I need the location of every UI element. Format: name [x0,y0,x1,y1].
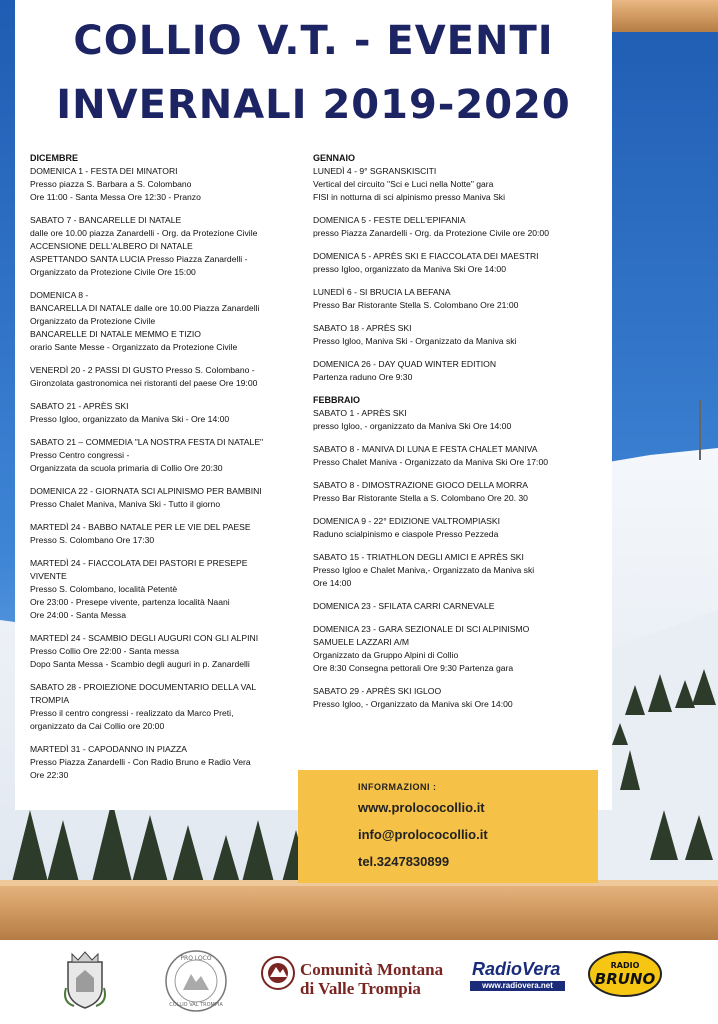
event-block [313,165,613,204]
comunita-line2: di Valle Trompia [300,979,421,998]
comunita-line1: Comunità Montana [300,960,444,979]
event-title: DOMENICA 5 - FESTE DELL'EPIFANIA [313,215,466,225]
event-block [30,632,330,671]
event-detail: ACCENSIONE DELL'ALBERO DI NATALE [30,241,193,251]
event-title: SABATO 28 - PROIEZIONE DOCUMENTARIO DELLA VAL [30,682,257,692]
event-detail: Gironzolata gastronomica nei ristoranti del paese Ore 19:00 [30,378,258,388]
radio-vera-name: RadioVera [472,959,561,979]
event-detail: Organizzato da Gruppo Alpini di Collio [313,650,459,660]
event-block [313,322,613,348]
event-detail: Ore 11:00 - Santa Messa Ore 12:30 - Pranzo [30,192,201,202]
event-detail: Presso piazza S. Barbara a S. Colombano [30,179,192,189]
event-title: SABATO 18 - APRÈS SKI [313,323,412,333]
event-detail: Presso Chalet Maniva - Organizzato da Maniva Ski Ore 17:00 [313,457,549,467]
event-block [30,165,330,204]
event-title: SABATO 8 - MANIVA DI LUNA E FESTA CHALET MANIVA [313,444,538,454]
event-block [30,400,330,426]
pro-loco-top-text: PRO LOCO [180,955,212,962]
event-detail: Organizzato da Protezione Civile Ore 15:00 [30,267,196,277]
event-block [30,557,330,622]
event-detail: Ore 8:30 Consegna pettorali Ore 9:30 Partenza gara [313,663,514,673]
event-title: MARTEDÌ 24 - BABBO NATALE PER LE VIE DEL PAESE [30,522,251,532]
comunita-montana-emblem-icon [260,955,296,991]
event-block [30,743,330,782]
event-detail: Ore 14:00 [313,578,352,588]
event-title: MARTEDÌ 31 - CAPODANNO IN PIAZZA [30,744,187,754]
event-block [313,443,613,469]
event-title: SABATO 29 - APRÈS SKI IGLOO [313,686,442,696]
event-title: DOMENICA 9 - 22° EDIZIONE VALTROMPIASKI [313,516,500,526]
event-block [313,551,613,590]
event-detail: BANCARELLE DI NATALE MEMMO E TIZIO [30,329,201,339]
event-block [313,407,613,433]
event-detail: ASPETTANDO SANTA LUCIA Presso Piazza Zanardelli - [30,254,248,264]
event-block [313,623,613,675]
event-detail: Presso Centro congressi - [30,450,130,460]
event-detail: Presso Bar Ristorante Stella S. Colombano Ore 21:00 [313,300,519,310]
event-detail: FISI in notturna di sci alpinismo presso Maniva Ski [313,192,506,202]
poster-title-line1: COLLIO V.T. - EVENTI [73,18,554,64]
website-link[interactable]: www.prolococollio.it [358,800,485,815]
event-detail: Presso Chalet Maniva, Maniva Ski - Tutto il giorno [30,499,221,509]
event-title: DOMENICA 26 - DAY QUAD WINTER EDITION [313,359,497,369]
event-block [30,521,330,547]
january-events-list [313,165,613,384]
jan-feb-column [313,152,613,721]
event-title: DOMENICA 1 - FESTA DEI MINATORI [30,166,178,176]
event-detail: Presso S. Colombano Ore 17:30 [30,535,155,545]
event-block [30,214,330,279]
event-title: SABATO 8 - DIMOSTRAZIONE GIOCO DELLA MORRA [313,480,529,490]
event-detail: Vertical del circuito "Sci e Luci nella Notte" gara [313,179,494,189]
event-title: DOMENICA 8 - [30,290,89,300]
event-block [313,515,613,541]
event-title: VENERDÌ 20 - 2 PASSI DI GUSTO Presso S. Colombano - [30,365,255,375]
event-title: MARTEDÌ 24 - SCAMBIO DEGLI AUGURI CON GLI ALPINI [30,633,259,643]
event-detail: Organizzato da Protezione Civile [30,316,156,326]
event-block [313,479,613,505]
pro-loco-bottom-text: COLLIO VAL TROMPIA [169,1002,223,1008]
event-detail: presso Piazza Zanardelli - Org. da Protezione Civile ore 20:00 [313,228,549,238]
event-title: SABATO 21 – COMMEDIA "LA NOSTRA FESTA DI NATALE" [30,437,264,447]
event-title: DOMENICA 22 - GIORNATA SCI ALPINISMO PER BAMBINI [30,486,262,496]
event-title: DOMENICA 23 - GARA SEZIONALE DI SCI ALPINISMO [313,624,530,634]
radio-vera-url: www.radiovera.net [470,981,565,991]
event-detail: TROMPIA [30,695,70,705]
pro-loco-seal-icon [163,948,229,1014]
event-detail: Presso Igloo e Chalet Maniva,- Organizzato da Maniva ski [313,565,535,575]
event-detail: Presso Bar Ristorante Stella a S. Colombano Ore 20. 30 [313,493,528,503]
event-block [313,600,613,613]
event-block [30,289,330,354]
month-heading-december: DICEMBRE [30,153,79,163]
event-detail: Ore 23:00 - Presepe vivente, partenza località Naani [30,597,230,607]
event-detail: SAMUELE LAZZARI A/M [313,637,409,647]
december-column [30,152,330,792]
event-title: LUNEDÌ 6 - SI BRUCIA LA BEFANA [313,287,451,297]
event-detail: Ore 22:30 [30,770,69,780]
radio-vera-logo [470,957,565,991]
event-detail: Organizzata da scuola primaria di Collio Ore 20:30 [30,463,223,473]
event-detail: Presso Piazza Zanardelli - Con Radio Bruno e Radio Vera [30,757,251,767]
event-block [30,681,330,733]
info-box [298,770,598,883]
month-heading-january: GENNAIO [313,153,356,163]
event-detail: Presso S. Colombano, località Petentè [30,584,178,594]
february-events-list [313,407,613,711]
december-events-list [30,165,330,782]
event-title: DOMENICA 5 - APRÈS SKI E FIACCOLATA DEI MAESTRI [313,251,539,261]
event-title: DOMENICA 23 - SFILATA CARRI CARNEVALE [313,601,495,611]
event-block [30,364,330,390]
event-detail: Presso Igloo, Maniva Ski - Organizzato da Maniva ski [313,336,517,346]
collio-coat-of-arms-icon [60,948,110,1010]
month-heading-february: FEBBRAIO [313,395,360,405]
event-detail: Dopo Santa Messa - Scambio degli auguri in p. Zanardelli [30,659,250,669]
event-title: SABATO 1 - APRÈS SKI [313,408,407,418]
event-detail: Ore 24:00 - Santa Messa [30,610,127,620]
event-detail: orario Sante Messe - Organizzato da Protezione Civile [30,342,238,352]
event-title: SABATO 7 - BANCARELLE DI NATALE [30,215,182,225]
event-detail: Presso Collio Ore 22:00 - Santa messa [30,646,180,656]
event-title: MARTEDÌ 24 - FIACCOLATA DEI PASTORI E PRESEPE [30,558,248,568]
phone-number[interactable]: tel.3247830899 [358,854,450,869]
event-block [30,485,330,511]
event-block [313,358,613,384]
event-block [313,250,613,276]
event-title: LUNEDÌ 4 - 9° SGRANSKISCITI [313,166,437,176]
event-detail: dalle ore 10.00 piazza Zanardelli - Org. da Protezione Civile [30,228,258,238]
info-label: INFORMAZIONI : [358,782,437,792]
event-block [313,685,613,711]
radio-bruno-name-text: BRUNO [594,970,656,988]
event-title: SABATO 15 - TRIATHLON DEGLI AMICI E APRÈS SKI [313,552,524,562]
event-detail: Presso Igloo, - Organizzato da Maniva ski Ore 14:00 [313,699,513,709]
event-detail: Presso il centro congressi - realizzato da Marco Preti, [30,708,234,718]
event-block [313,286,613,312]
event-detail: Presso Igloo, organizzato da Maniva Ski - Ore 14:00 [30,414,230,424]
event-detail: organizzato da Cai Collio ore 20:00 [30,721,165,731]
email-link[interactable]: info@prolococollio.it [358,827,488,842]
event-detail: Partenza raduno Ore 9:30 [313,372,413,382]
event-block [313,214,613,240]
radio-bruno-top-text: RADIO [610,961,640,970]
radio-bruno-logo [585,948,665,1000]
event-block [30,436,330,475]
event-detail: VIVENTE [30,571,67,581]
poster-title-line2: INVERNALI 2019-2020 [56,82,571,128]
event-detail: presso Igloo, - organizzato da Maniva Ski Ore 14:00 [313,421,512,431]
event-detail: BANCARELLA DI NATALE dalle ore 10.00 Piazza Zanardelli [30,303,260,313]
comunita-montana-logo [300,960,443,998]
event-detail: Raduno scialpinismo e ciaspole Presso Pezzeda [313,529,499,539]
event-detail: presso Igloo, organizzato da Maniva Ski Ore 14:00 [313,264,506,274]
event-title: SABATO 21 - APRÈS SKI [30,401,129,411]
